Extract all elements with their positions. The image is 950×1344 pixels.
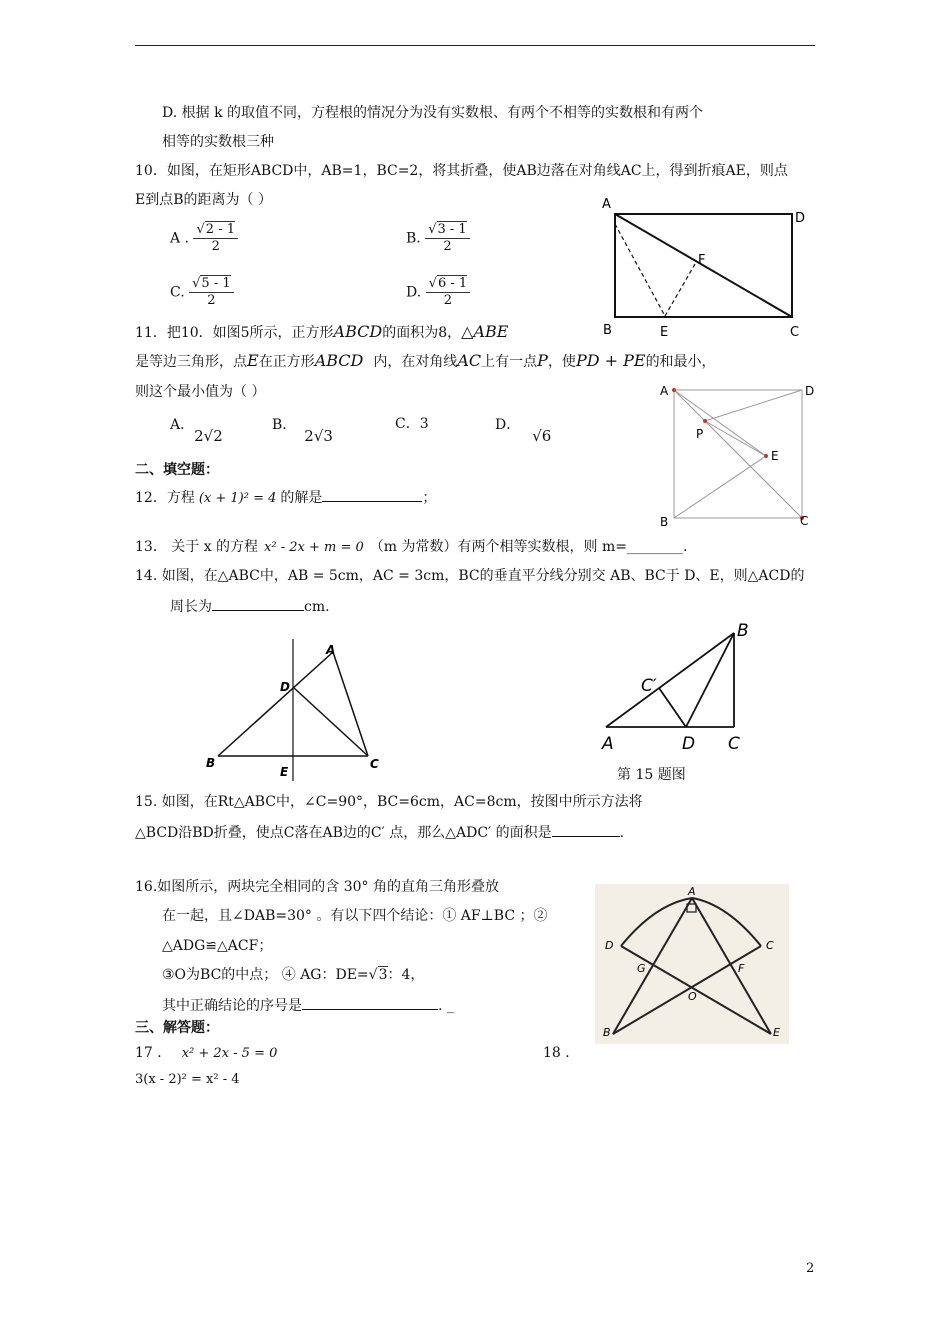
- q10-option-c-fraction: $\frac{√5 - 1}{2}$: [189, 276, 234, 309]
- q11-option-c: C．3: [395, 416, 429, 432]
- q15-label-c: C: [728, 734, 740, 754]
- q10-option-b-fraction: $\frac{√3 - 1}{2}$: [425, 222, 470, 255]
- q16-label-c: C: [766, 939, 774, 952]
- q16-label-d: D: [605, 939, 614, 952]
- q14-label-c: C: [370, 757, 379, 771]
- q14-label-d: D: [280, 680, 290, 694]
- q10-stem-line1: 10．如图，在矩形ABCD中，AB=1，BC=2，将其折叠，使AB边落在对角线AC上，得到折痕AE，则点: [135, 163, 788, 179]
- section-fill-in-title: 二、填空题：: [135, 462, 219, 478]
- q16-stem-line1: 16.如图所示，两块完全相同的含 30° 角的直角三角形叠放: [135, 879, 499, 895]
- q11-option-a: A．2√2: [170, 417, 223, 445]
- q14-label-b: B: [206, 756, 216, 770]
- q15-stem-line2: △BCD沿BD折叠，使点C落在AB边的C′ 点，那么△ADC′ 的面积是 .: [135, 822, 624, 842]
- q14-triangle-figure: [198, 635, 398, 785]
- q10-option-b: B. $\frac{√3 - 1}{2}$: [406, 222, 470, 255]
- q9-option-d-line1: D. 根据 k 的取值不同，方程根的情况分为没有实数根、有两个不相等的实数根和有两个: [162, 105, 704, 121]
- q14-label-a: A: [326, 643, 336, 657]
- q11-label-a: A: [660, 384, 669, 398]
- q16-stem-line4: ③O为BC的中点； ④ AG：DE=√3：4，: [162, 967, 425, 983]
- q16-stem-line3: △ADG≌△ACF；: [162, 938, 273, 954]
- q14-stem-line1: 14. 如图，在△ABC中，AB = 5cm，AC = 3cm，BC的垂直平分线分别交 AB、BC于 D、E，则△ACD的: [135, 568, 805, 584]
- q16-label-f: F: [738, 962, 745, 975]
- q11-label-b: B: [660, 515, 669, 529]
- q10-label-a: A: [602, 197, 611, 212]
- q15-label-b: B: [737, 621, 749, 641]
- page-number: 2: [806, 1261, 815, 1276]
- q15-triangle-figure: [596, 615, 766, 760]
- q9-option-d-line2: 相等的实数根三种: [162, 134, 274, 150]
- q14-label-e: E: [280, 765, 289, 779]
- q10-option-c: C. $\frac{√5 - 1}{2}$: [170, 276, 234, 309]
- q10-stem-line2: E到点B的距离为（ ）: [135, 192, 272, 208]
- q17: 17 . x² + 2x - 5 = 0: [135, 1045, 278, 1061]
- q16-label-e: E: [773, 1026, 780, 1039]
- q12-stem: 12．方程 (x + 1)² = 4 的解是 ；: [135, 487, 436, 508]
- q16-triangles-figure: [595, 884, 789, 1044]
- q16-answer-blank: [302, 995, 438, 1010]
- q16-stem-line5: 其中正确结论的序号是 . _: [162, 995, 454, 1015]
- q17-equation: x² + 2x - 5 = 0: [181, 1046, 278, 1061]
- q15-answer-blank: [552, 822, 620, 837]
- q15-label-d: D: [682, 734, 696, 754]
- header-rule: [135, 45, 815, 46]
- q13-equation: x² - 2x + m = 0: [264, 540, 364, 555]
- q10-label-c: C: [790, 325, 800, 340]
- q15-label-c-prime: C′: [641, 676, 657, 696]
- q10-option-d: D. $\frac{√6 - 1}{2}$: [406, 276, 470, 309]
- q11-label-e: E: [771, 449, 779, 463]
- q16-label-g: G: [637, 962, 646, 975]
- q11-square-figure: [658, 380, 818, 530]
- q11-label-p: P: [696, 427, 704, 441]
- q10-option-d-fraction: $\frac{√6 - 1}{2}$: [426, 276, 471, 309]
- q10-rectangle-figure: [598, 194, 810, 340]
- q15-label-a: A: [602, 734, 614, 754]
- q10-option-a-fraction: $\frac{√2 - 1}{2}$: [193, 222, 238, 255]
- q16-label-a: A: [688, 885, 696, 898]
- q11-stem-line1: 11．把10．如图5所示，正方形ABCD的面积为8，△ABE: [135, 322, 509, 341]
- q16-label-b: B: [603, 1026, 611, 1039]
- q12-equation: (x + 1)² = 4: [198, 491, 277, 506]
- q10-label-f: F: [698, 253, 706, 268]
- q18-label: 18 .: [543, 1045, 570, 1061]
- q11-stem-line2: 是等边三角形，点E在正方形ABCD 内，在对角线AC上有一点P，使PD + PE的和最小，: [135, 351, 716, 370]
- q13-stem: 13． 关于 x 的方程 x² - 2x + m = 0 （m 为常数）有两个相等实数根，则 m=________.: [135, 539, 688, 555]
- q11-label-d: D: [805, 384, 815, 398]
- q16-label-o: O: [688, 990, 697, 1003]
- q11-stem-line3: 则这个最小值为（ ）: [135, 384, 266, 400]
- q11-option-d: D．√6: [495, 417, 552, 445]
- q16-stem-line2: 在一起，且∠DAB=30° 。有以下四个结论：① AF⊥BC ；②: [162, 908, 548, 924]
- q14-answer-blank: [212, 596, 304, 611]
- q14-stem-line2: 周长为 cm.: [170, 596, 330, 616]
- q11-option-b: B．2√3: [272, 417, 333, 445]
- q15-stem-line1: 15. 如图，在Rt△ABC中，∠C=90°，BC=6cm，AC=8cm，按图中所示方法将: [135, 794, 643, 810]
- q15-figure-caption: 第 15 题图: [617, 767, 686, 783]
- q18-equation: 3(x - 2)² = x² - 4: [135, 1072, 240, 1087]
- q11-label-c: C: [800, 514, 809, 528]
- q10-label-e: E: [660, 325, 669, 340]
- q10-label-d: D: [795, 211, 806, 226]
- q10-option-a: A . $\frac{√2 - 1}{2}$: [170, 222, 238, 255]
- section-solve-title: 三、解答题：: [135, 1020, 219, 1036]
- q12-answer-blank: [322, 487, 422, 502]
- q10-label-b: B: [603, 323, 612, 338]
